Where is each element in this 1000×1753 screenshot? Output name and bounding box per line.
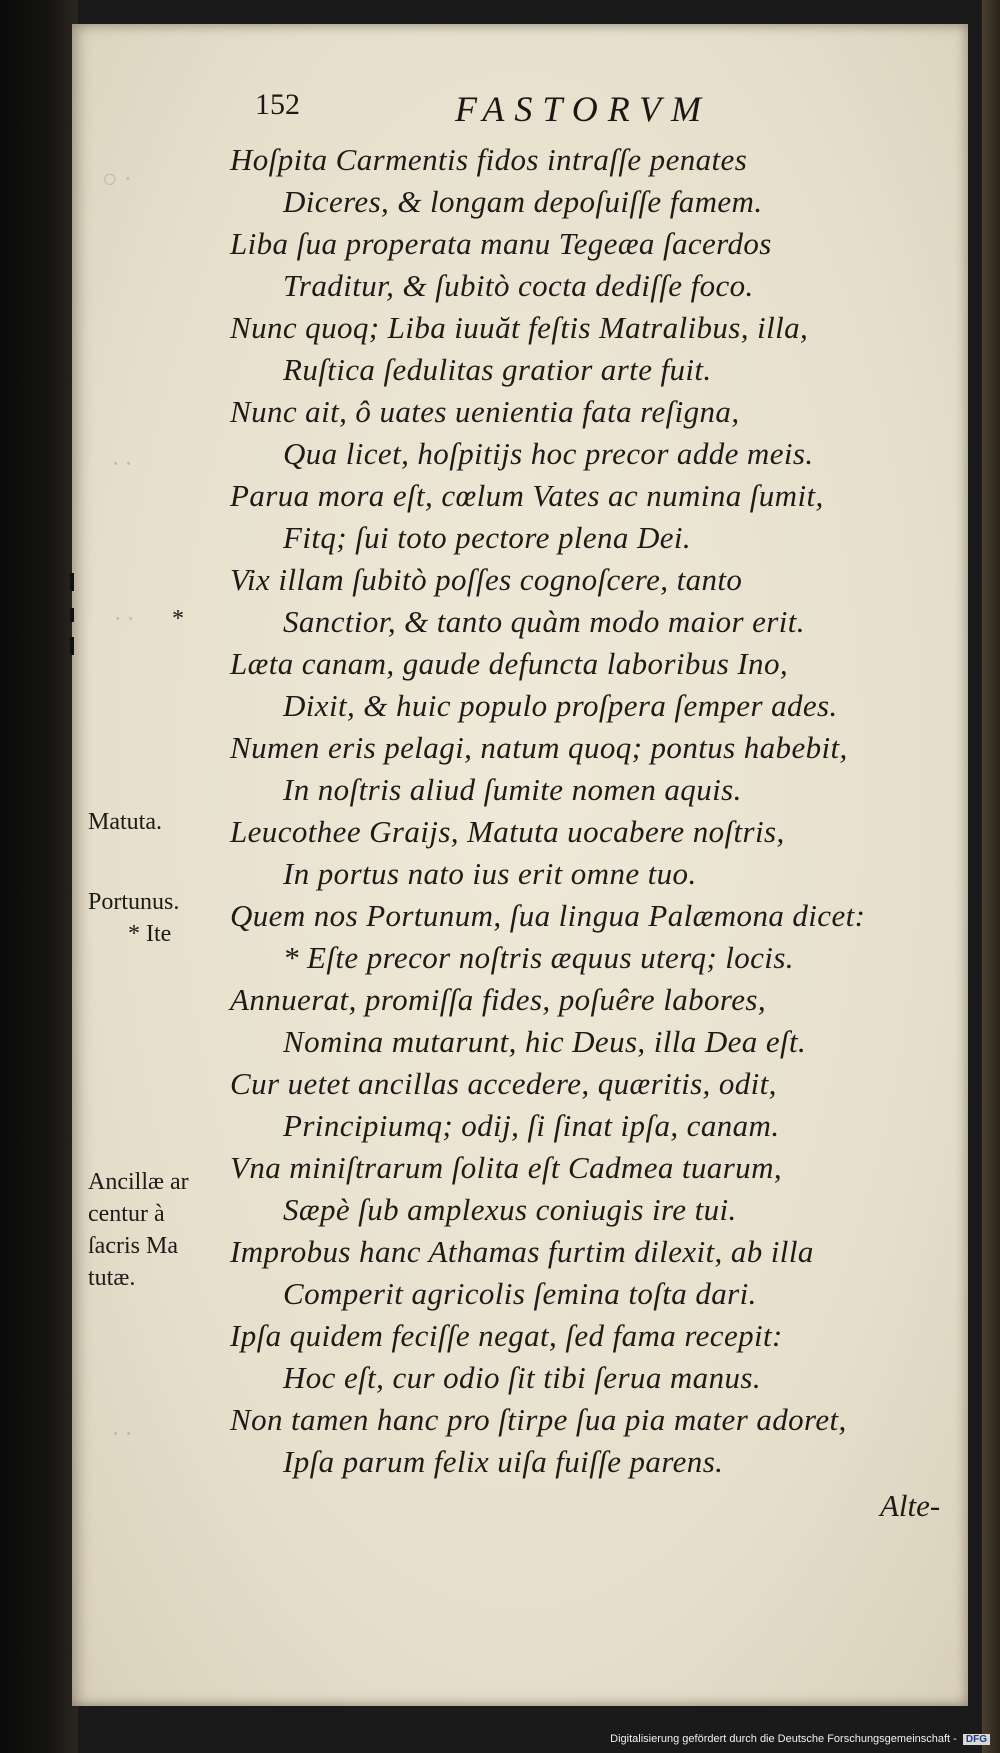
- verse-line: Hoc eſt, cur odio ſit tibi ſerua manus.: [283, 1360, 761, 1395]
- bleed-through-mark: ○ ·: [102, 164, 131, 193]
- verse-line: Ruſtica ſedulitas gratior arte fuit.: [283, 352, 712, 387]
- verse-line: Annuerat, promiſſa fides, poſuêre labores,: [230, 982, 767, 1017]
- margin-note-portunus: Portunus.: [88, 889, 180, 915]
- verse-line: Vna miniſtrarum ſolita eſt Cadmea tuarum,: [230, 1150, 783, 1185]
- verse-line: Principiumq; odij, ſi ſinat ipſa, canam.: [283, 1108, 780, 1143]
- verse-line: Diceres, & longam depoſuiſſe famem.: [283, 184, 763, 219]
- margin-note-ite: * Ite: [128, 921, 172, 947]
- verse-line: Liba ſua properata manu Tegeæa ſacerdos: [230, 226, 772, 261]
- margin-asterisk: *: [172, 606, 184, 632]
- verse-line: Læta canam, gaude defuncta laboribus Ino,: [230, 646, 789, 681]
- verse-line: In noſtris aliud ſumite nomen aquis.: [283, 772, 742, 807]
- verse-line: Nunc ait, ô uates uenientia fata reſigna,: [230, 394, 740, 429]
- catchword: Alte-: [880, 1488, 941, 1523]
- margin-note-matuta: Matuta.: [88, 809, 162, 835]
- verse-line: In portus nato ius erit omne tuo.: [283, 856, 697, 891]
- footer-credit: Digitalisierung gefördert durch die Deutsche Forschungsgemeinschaft -: [610, 1733, 957, 1745]
- digitization-footer: [560, 1733, 990, 1751]
- verse-line: Parua mora eſt, cœlum Vates ac numina ſumit,: [230, 478, 824, 513]
- margin-note-ancillae: Ancillæ ar: [88, 1169, 189, 1195]
- dfg-logo-icon: DFG: [963, 1734, 990, 1745]
- page-number: 152: [255, 88, 300, 121]
- verse-line: Ipſa parum felix uiſa fuiſſe parens.: [283, 1444, 724, 1479]
- verse-line: Vix illam ſubitò poſſes cognoſcere, tanto: [230, 562, 743, 597]
- bleed-through-mark: · ·: [112, 449, 132, 478]
- verse-line: * Eſte precor noſtris æquus uterq; locis.: [283, 940, 794, 975]
- verse-line: Sæpè ſub amplexus coniugis ire tui.: [283, 1192, 737, 1227]
- verse-line: Cur uetet ancillas accedere, quæritis, odit,: [230, 1066, 777, 1101]
- margin-note-ancillae: tutæ.: [88, 1265, 136, 1291]
- margin-note-ancillae: ſacris Ma: [88, 1233, 178, 1259]
- verse-line: Dixit, & huic populo proſpera ſemper ades.: [283, 688, 838, 723]
- verse-line: Qua licet, hoſpitijs hoc precor adde meis.: [283, 436, 814, 471]
- verse-line: Quem nos Portunum, ſua lingua Palæmona dicet:: [230, 898, 866, 933]
- verse-line: Hoſpita Carmentis fidos intraſſe penates: [230, 142, 748, 177]
- margin-note-ancillae: centur à: [88, 1201, 165, 1227]
- verse-line: Nomina mutarunt, hic Deus, illa Dea eſt.: [283, 1024, 807, 1059]
- running-head: FASTORVM: [455, 89, 712, 129]
- verse-line: Comperit agricolis ſemina toſta dari.: [283, 1276, 757, 1311]
- verse-line: Sanctior, & tanto quàm modo maior erit.: [283, 604, 805, 639]
- verse-line: Nunc quoq; Liba iuuăt feſtis Matralibus, illa,: [230, 310, 809, 345]
- verse-line: Leucothee Graijs, Matuta uocabere noſtris,: [230, 814, 785, 849]
- bleed-through-mark: · ·: [114, 604, 134, 633]
- bleed-through-mark: · ·: [112, 1419, 132, 1448]
- verse-line: Non tamen hanc pro ſtirpe ſua pia mater adoret,: [230, 1402, 847, 1437]
- verse-line: Fitq; ſui toto pectore plena Dei.: [283, 520, 692, 555]
- verse-line: Ipſa quidem feciſſe negat, ſed fama recepit:: [230, 1318, 783, 1353]
- verse-line: Improbus hanc Athamas furtim dilexit, ab illa: [230, 1234, 814, 1269]
- verse-line: Numen eris pelagi, natum quoq; pontus habebit,: [230, 730, 848, 765]
- verse-line: Traditur, & ſubitò cocta dediſſe foco.: [283, 268, 754, 303]
